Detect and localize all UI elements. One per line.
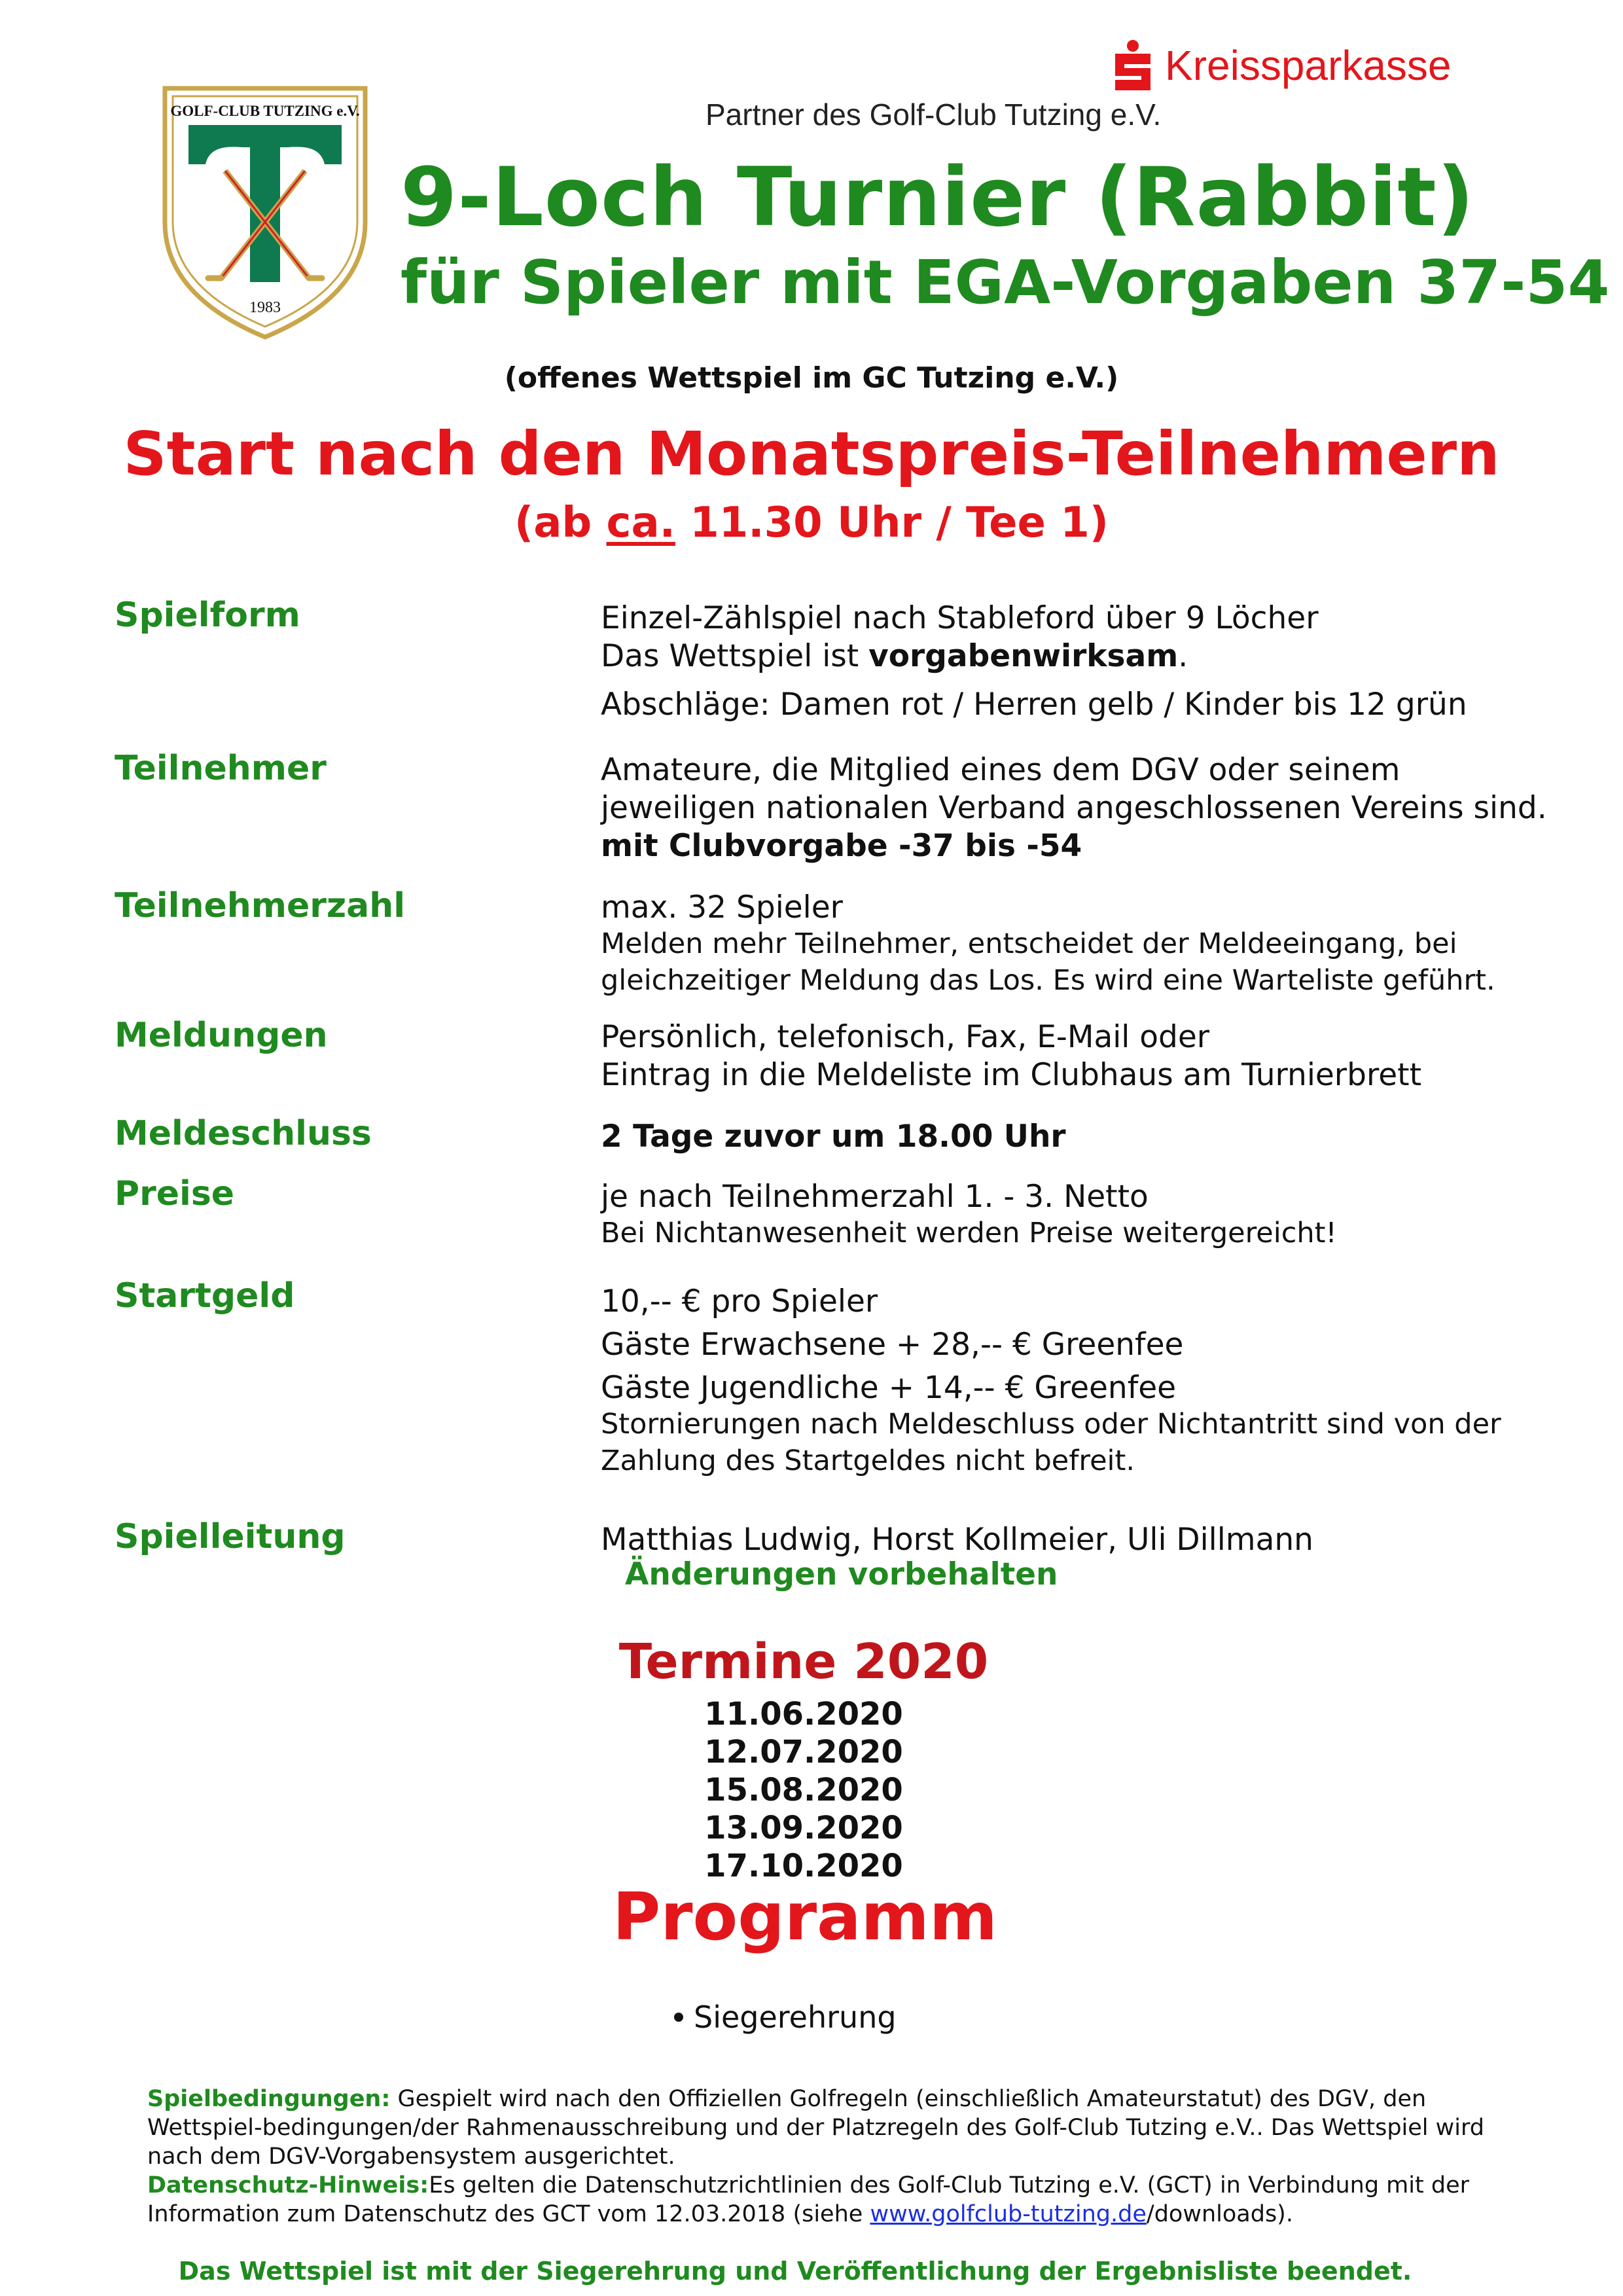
label-teilnehmer: Teilnehmer — [115, 749, 327, 788]
label-preise: Preise — [115, 1174, 235, 1213]
page-subtitle: für Spieler mit EGA-Vorgaben 37-54 — [401, 247, 1610, 317]
date-item: 17.10.2020 — [704, 1848, 903, 1884]
closing-note: Das Wettspiel ist mit der Siegerehrung und Veröffentlichung der Ergebnisliste beendet. — [178, 2257, 1412, 2286]
sponsor-name: Kreissparkasse — [1165, 42, 1452, 89]
page-title: 9-Loch Turnier (Rabbit) — [401, 151, 1475, 245]
value-startgeld-detail: Stornierungen nach Meldeschluss oder Nichtantritt sind von der Zahlung des Startgeldes nicht befreit. — [601, 1408, 1501, 1477]
tournament-note: (offenes Wettspiel im GC Tutzing e.V.) — [504, 361, 1119, 395]
label-spielform: Spielform — [115, 596, 300, 635]
label-startgeld: Startgeld — [115, 1276, 295, 1316]
sponsor-logo — [1113, 39, 1452, 92]
label-spielleitung: Spielleitung — [115, 1517, 346, 1556]
value-meldungen: Persönlich, telefonisch, Fax, E-Mail oder Eintrag in die Meldeliste im Clubhaus am Turnierbrett — [601, 1019, 1422, 1093]
value-spielleitung: Matthias Ludwig, Horst Kollmeier, Uli Dillmann — [601, 1522, 1313, 1558]
sparkasse-s-icon — [1113, 39, 1153, 92]
bullet-icon — [674, 2013, 683, 2022]
programm-item: Siegerehrung — [674, 2000, 897, 2035]
termine-heading: Termine 2020 — [618, 1634, 989, 1690]
changes-reserved-note: Änderungen vorbehalten — [625, 1556, 1058, 1592]
footer-conditions — [147, 2085, 1495, 2229]
value-teilnehmer: Amateure, die Mitglied eines dem DGV oder seinem jeweiligen nationalen Verband angeschlossenen Vereins sind. mit Clubvorgabe -37 bis -54 — [601, 752, 1547, 864]
svg-text:GOLF-CLUB TUTZING e.V.: GOLF-CLUB TUTZING e.V. — [170, 103, 360, 119]
start-time: (ab ca. 11.30 Uhr / Tee 1) — [514, 499, 1109, 547]
value-meldeschluss: 2 Tage zuvor um 18.00 Uhr — [601, 1119, 1066, 1155]
label-meldeschluss: Meldeschluss — [115, 1114, 372, 1153]
club-logo — [157, 82, 373, 340]
date-item: 13.09.2020 — [704, 1810, 903, 1846]
label-teilnehmerzahl: Teilnehmerzahl — [115, 886, 406, 925]
datenschutz-text: Datenschutz-Hinweis:Es gelten die Datenschutzrichtlinien des Golf-Club Tutzing e.V. (GCT) in Verbindung mit der Information zum Datenschutz des GCT vom 12.03.2018 (siehe www.golfclub-tutzing.de/downloads). — [147, 2172, 1469, 2227]
svg-text:1983: 1983 — [249, 299, 281, 316]
programm-heading: Programm — [612, 1878, 998, 1955]
spielbedingungen-text: Spielbedingungen: Gespielt wird nach den Offiziellen Golfregeln (einschließlich Amateurstatut) des DGV, den Wettspiel-bedingungen/der Rahmenausschreibung und der Platzregeln des Golf-Club Tutzing e.V.. Das Wettspiel wird nach dem DGV-Vorgabensystem ausgerichtet. — [147, 2086, 1484, 2170]
partner-text: Partner des Golf-Club Tutzing e.V. — [705, 98, 1162, 132]
termine-list — [0, 1695, 1615, 1885]
date-item: 12.07.2020 — [704, 1734, 903, 1770]
start-heading: Start nach den Monatspreis-Teilnehmern — [123, 419, 1500, 489]
value-preise-detail: Bei Nichtanwesenheit werden Preise weitergereicht! — [601, 1217, 1337, 1249]
value-teilnehmerzahl-detail: Melden mehr Teilnehmer, entscheidet der Meldeeingang, bei gleichzeitiger Meldung das Los. Es wird eine Warteliste geführt. — [601, 927, 1495, 997]
club-crest-icon — [157, 82, 373, 340]
value-startgeld: 10,-- € pro Spieler Gäste Erwachsene + 28,-- € Greenfee Gäste Jugendliche + 14,-- € Greenfee — [601, 1283, 1184, 1406]
value-spielform: Einzel-Zählspiel nach Stableford über 9 Löcher Das Wettspiel ist vorgabenwirksam. Abschläge: Damen rot / Herren gelb / Kinder bis 12 grün — [601, 600, 1467, 723]
value-teilnehmerzahl: max. 32 Spieler — [601, 889, 843, 925]
value-preise: je nach Teilnehmerzahl 1. - 3. Netto — [601, 1179, 1149, 1215]
date-item: 15.08.2020 — [704, 1772, 903, 1808]
label-meldungen: Meldungen — [115, 1016, 328, 1055]
website-link[interactable]: www.golfclub-tutzing.de — [870, 2201, 1147, 2227]
date-item: 11.06.2020 — [704, 1696, 903, 1732]
